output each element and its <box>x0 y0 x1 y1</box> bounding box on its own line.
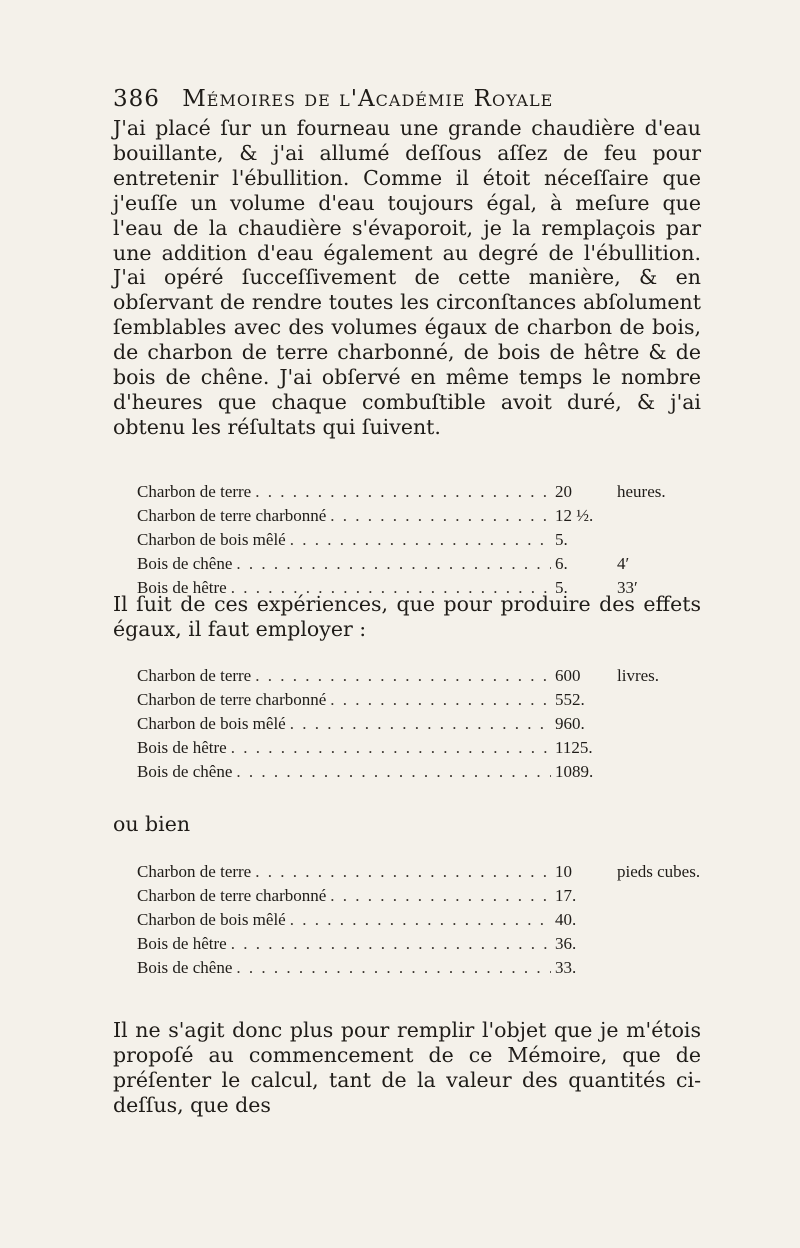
livres-table <box>137 666 717 786</box>
leader-dots <box>236 958 551 978</box>
table-row <box>137 934 717 958</box>
leader-dots <box>255 862 551 882</box>
row-value: 17. <box>555 886 577 905</box>
row-value: 36. <box>555 934 577 953</box>
row-value: 12 ½. <box>555 506 594 525</box>
leader-dots <box>236 554 551 574</box>
leader-dots <box>231 934 551 954</box>
ou-bien-heading: ou bien <box>113 812 191 836</box>
row-unit: livres. <box>617 666 660 685</box>
row-label: Charbon de terre charbonné <box>137 506 327 525</box>
table-row <box>137 762 717 786</box>
table-row <box>137 886 717 910</box>
row-value: 5. <box>555 578 568 597</box>
row-value: 20 <box>555 482 572 501</box>
leader-dots <box>290 910 551 930</box>
table-row <box>137 862 717 886</box>
middle-text: Il ſuit de ces expériences, que pour produire des effets égaux, il faut employer : <box>113 592 701 641</box>
row-value: 600 <box>555 666 581 685</box>
row-label: Charbon de bois mêlé <box>137 530 286 549</box>
row-label: Bois de hêtre <box>137 578 227 597</box>
row-label: Bois de chêne <box>137 958 233 977</box>
page-number: 386 <box>113 86 160 112</box>
row-value: 1125. <box>555 738 593 757</box>
table-row <box>137 738 717 762</box>
table-row <box>137 482 717 506</box>
row-value: 1089. <box>555 762 594 781</box>
row-value: 552. <box>555 690 585 709</box>
pieds-table <box>137 862 717 982</box>
table-row <box>137 910 717 934</box>
row-label: Charbon de terre <box>137 862 252 881</box>
leader-dots <box>330 886 551 906</box>
row-unit: heures. <box>617 482 666 501</box>
row-unit: 4′ <box>617 554 630 573</box>
leader-dots <box>330 506 551 526</box>
row-value: 6. <box>555 554 568 573</box>
table-row <box>137 554 717 578</box>
intro-paragraph <box>113 116 701 440</box>
table-row <box>137 530 717 554</box>
table-row <box>137 714 717 738</box>
table-row <box>137 958 717 982</box>
leader-dots <box>255 482 551 502</box>
row-label: Bois de chêne <box>137 762 233 781</box>
leader-dots <box>255 666 551 686</box>
conclusion-text: Il ne s'agit donc plus pour remplir l'objet que je m'étois propoſé au commencement de ce Mémoire, que de préſenter le calcul, tant de la valeur des quantités ci-deſſus, que des <box>113 1018 701 1117</box>
row-value: 5. <box>555 530 568 549</box>
conclusion-paragraph <box>113 1018 701 1118</box>
leader-dots <box>330 690 551 710</box>
row-label: Charbon de bois mêlé <box>137 910 286 929</box>
row-label: Bois de chêne <box>137 554 233 573</box>
running-title: Mémoires de l'Académie Royale <box>182 86 554 112</box>
row-unit: 33′ <box>617 578 638 597</box>
row-label: Charbon de bois mêlé <box>137 714 286 733</box>
row-label: Charbon de terre <box>137 482 252 501</box>
table-row <box>137 506 717 530</box>
row-label: Charbon de terre <box>137 666 252 685</box>
row-label: Charbon de terre charbonné <box>137 690 327 709</box>
leader-dots <box>290 714 551 734</box>
row-unit: pieds cubes. <box>617 862 701 881</box>
row-value: 10 <box>555 862 572 881</box>
hours-table <box>137 482 717 602</box>
leader-dots <box>231 738 551 758</box>
row-label: Charbon de terre charbonné <box>137 886 327 905</box>
row-value: 40. <box>555 910 577 929</box>
intro-text: J'ai placé ſur un fourneau une grande chaudière d'eau bouillante, & j'ai allumé deſſous aſſez de feu pour entretenir l'ébullition. Comme il étoit néceſſaire que j'euſſe un volume d'eau toujours égal, à meſure que l'eau de la chaudière s'évaporoit, je la remplaçois par une addition d'eau également au degré de l'ébullition. J'ai opéré ſucceſſivement de cette manière, & en obſervant de rendre toutes les circonſtances abſolument ſemblables avec des volumes égaux de charbon de bois, de charbon de terre charbonné, de bois de hêtre & de bois de chêne. J'ai obſervé en même temps le nombre d'heures que chaque combuſtible avoit duré, & j'ai obtenu les réſultats qui ſuivent. <box>113 116 701 439</box>
row-value: 33. <box>555 958 577 977</box>
table-row <box>137 690 717 714</box>
middle-paragraph <box>113 592 701 642</box>
row-value: 960. <box>555 714 585 733</box>
running-header <box>113 86 703 112</box>
row-label: Bois de hêtre <box>137 738 227 757</box>
row-label: Bois de hêtre <box>137 934 227 953</box>
leader-dots <box>290 530 551 550</box>
table-row <box>137 666 717 690</box>
leader-dots <box>236 762 551 782</box>
